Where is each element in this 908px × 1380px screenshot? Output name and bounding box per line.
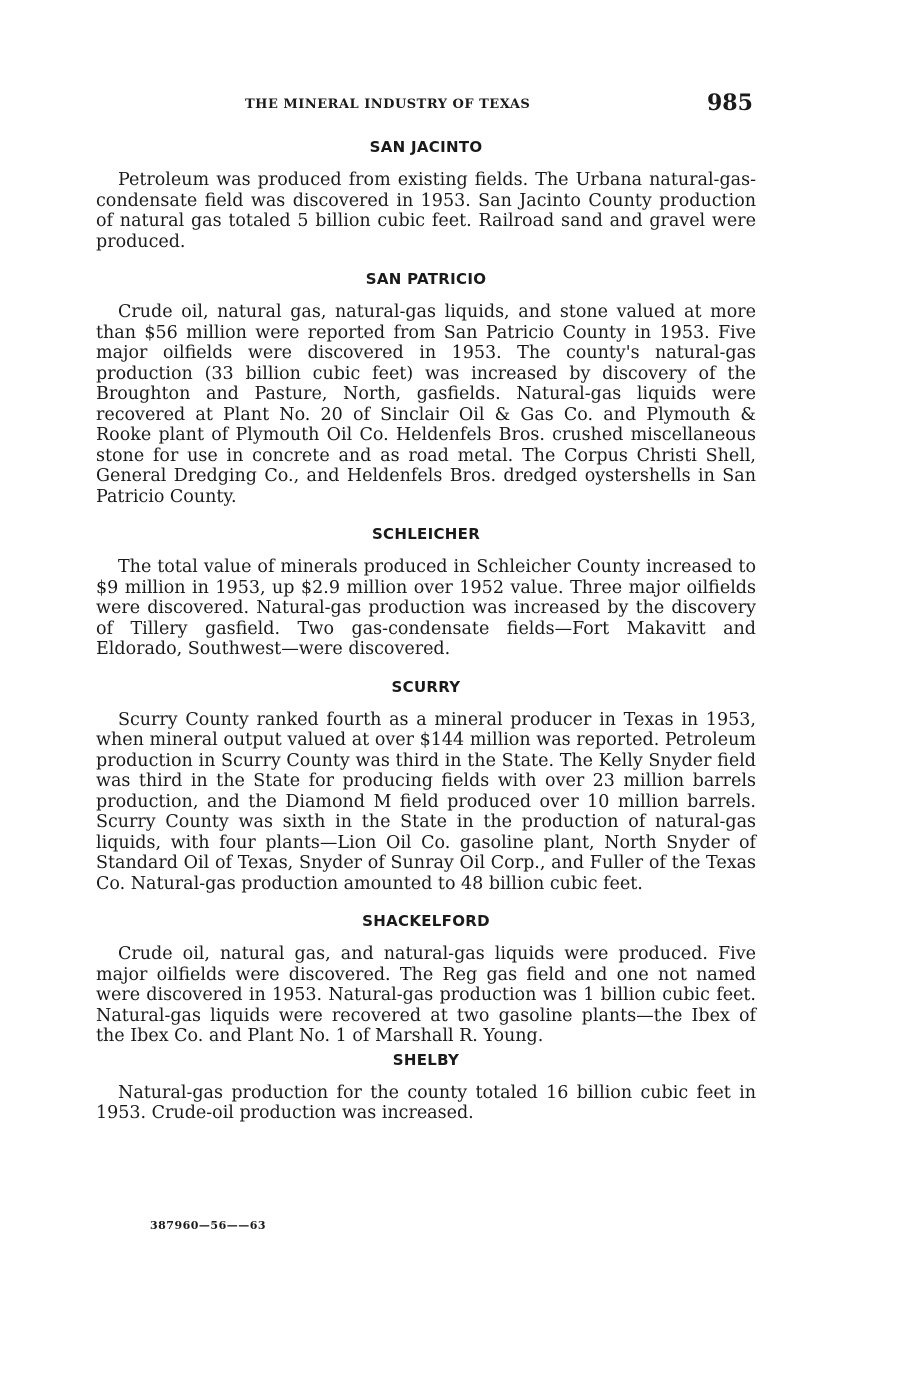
section-paragraph: Scurry County ranked fourth as a mineral producer in Texas in 1953, when mineral output valued at over $144 million was reported. Petroleum production in Scurry County was third in the State. The Kelly Snyder field was third in the State for producing fields with over 23 million barrels production, and the Diamond M field produced over 10 million barrels. Scurry County was sixth in the State in the production of natural-gas liquids, with four plants—Lion Oil Co. gasoline plant, North Snyder of Standard Oil of Texas, Snyder of Sunray Oil Corp., and Fuller of the Texas Co. Natural-gas production amounted to 48 billion cubic feet.	[96, 709, 756, 894]
section-paragraph: The total value of minerals produced in Schleicher County increased to $9 million in 1953, up $2.9 million over 1952 value. Three major oilfields were discovered. Natural-gas production was increased by the discovery of Tillery gasfield. Two gas-condensate fields—Fort Makavitt and Eldorado, Southwest—were discovered.	[96, 557, 756, 659]
section-paragraph: Crude oil, natural gas, natural-gas liquids, and stone valued at more than $56 million were reported from San Patricio County in 1953. Five major oilfields were discovered in 1953. The county's natural-gas production (33 billion cubic feet) was increased by discovery of the Broughton and Pasture, North, gasfields. Natural-gas liquids were recovered at Plant No. 20 of Sinclair Oil & Gas Co. and Plymouth & Rooke plant of Plymouth Oil Co. Heldenfels Bros. crushed miscellaneous stone for use in concrete and as road metal. The Corpus Christi Shell, General Dredging Co., and Heldenfels Bros. dredged oystershells in San Patricio County.	[96, 302, 756, 507]
running-title: THE MINERAL INDUSTRY OF TEXAS	[245, 97, 531, 112]
section-heading: SCURRY	[391, 677, 461, 696]
section-paragraph: Crude oil, natural gas, and natural-gas liquids were produced. Five major oilfields were discovered. The Reg gas field and one not named were discovered in 1953. Natural-gas production was 1 billion cubic feet. Natural-gas liquids were recovered at two gasoline plants—the Ibex of the Ibex Co. and Plant No. 1 of Marshall R. Young.	[96, 944, 756, 1046]
section-shelby	[96, 1051, 756, 1124]
section-shackelford	[96, 912, 756, 1047]
section-heading: SAN PATRICIO	[365, 270, 487, 288]
section-heading: SCHLEICHER	[371, 525, 481, 543]
page-number: 985	[707, 90, 753, 116]
section-heading: SAN JACINTO	[369, 138, 483, 156]
print-code: 387960—56——63	[150, 1219, 267, 1232]
section-san-jacinto	[96, 138, 756, 252]
section-heading: SHACKELFORD	[362, 912, 490, 930]
section-paragraph: Natural-gas production for the county totaled 16 billion cubic feet in 1953. Crude-oil production was increased.	[96, 1082, 756, 1123]
section-san-patricio	[96, 270, 756, 507]
page-content	[96, 138, 756, 1142]
section-schleicher	[96, 525, 756, 660]
section-heading: SHELBY	[392, 1050, 460, 1069]
section-scurry	[96, 678, 756, 895]
section-paragraph: Petroleum was produced from existing fields. The Urbana natural-gas-condensate field was discovered in 1953. San Jacinto County production of natural gas totaled 5 billion cubic feet. Railroad sand and gravel were produced.	[96, 170, 756, 252]
